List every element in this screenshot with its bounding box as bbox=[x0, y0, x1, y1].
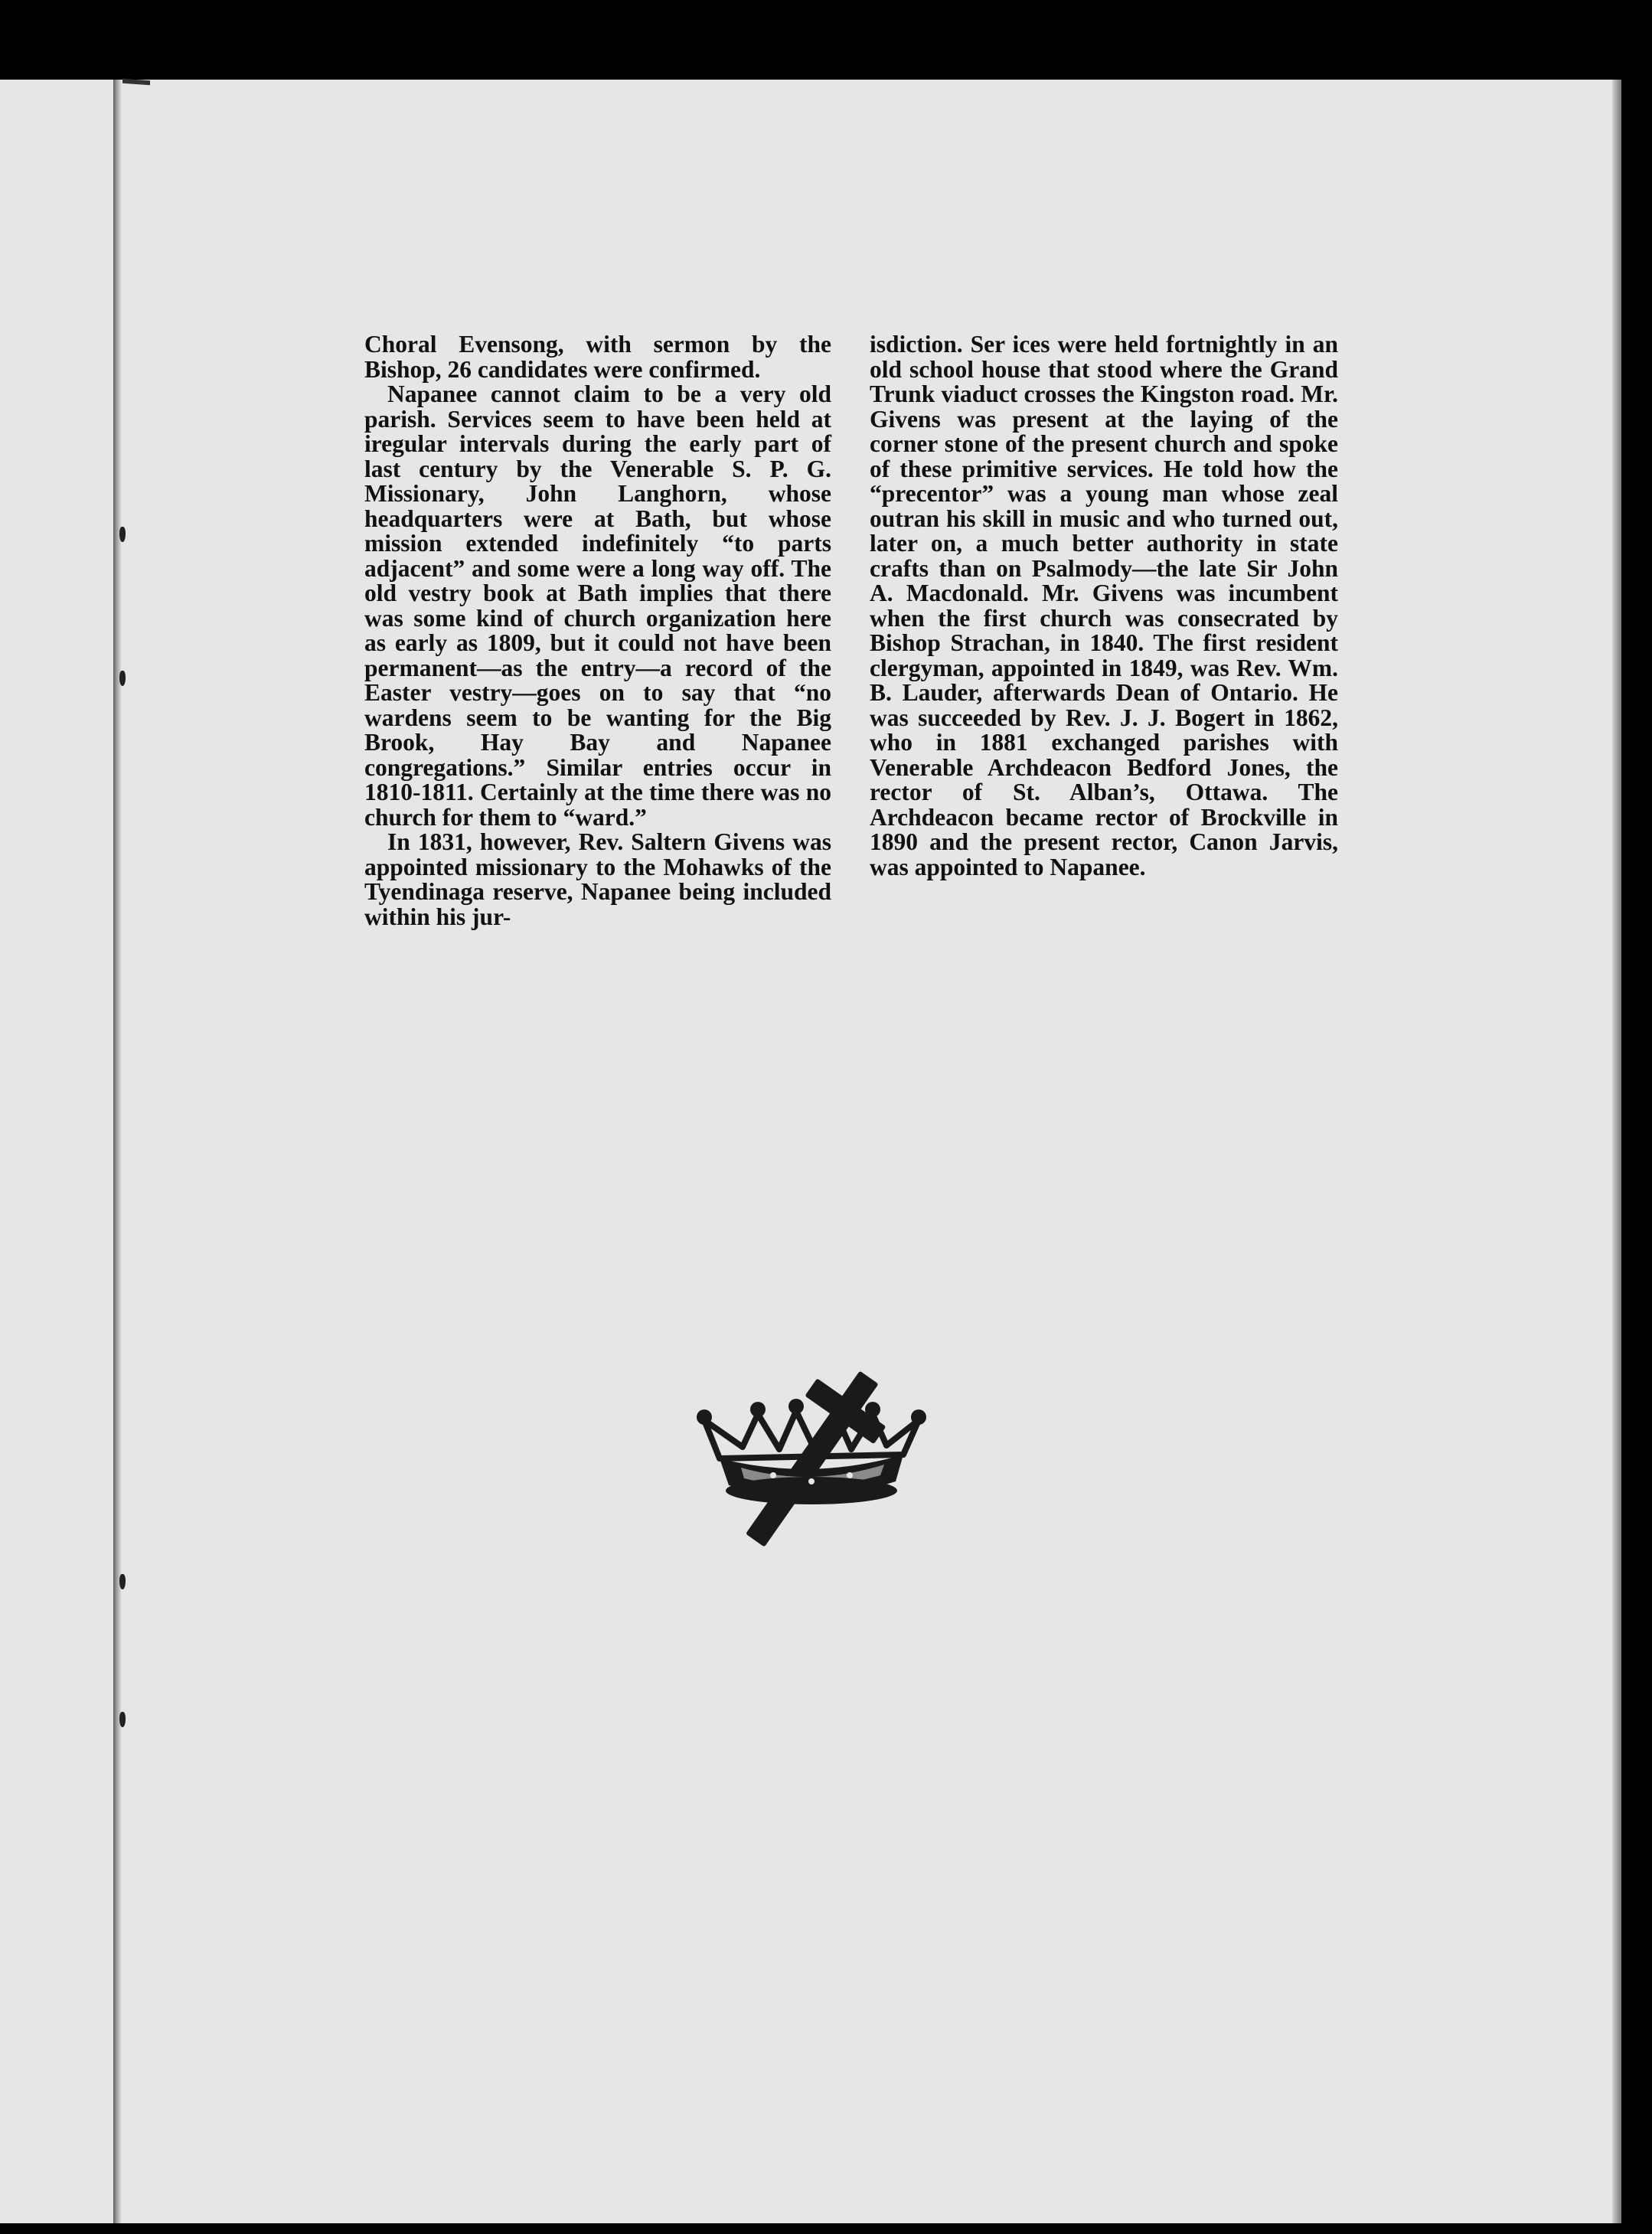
margin-mark bbox=[119, 527, 126, 542]
page-right-edge bbox=[1612, 80, 1621, 2223]
text-column-left bbox=[364, 332, 831, 929]
paragraph: isdiction. Ser ices were held fortnightly in an old school house that stood where the Grand Trunk viaduct crosses the Kingston road. Mr. Givens was present at the laying of the corner stone of the present church and spoke of these primitive services. He told how the “precentor” was a young man whose zeal outran his skill in music and who turned out, later on, a much better authority in state crafts than on Psalmody—the late Sir John A. Macdonald. Mr. Givens was incumbent when the first church was consecrated by Bishop Strachan, in 1840. The first resident clergyman, appointed in 1849, was Rev. Wm. B. Lauder, afterwards Dean of Ontario. He was succeeded by Rev. J. J. Bogert in 1862, who in 1881 exchanged parishes with Venerable Archdeacon Bedford Jones, the rector of St. Alban’s, Ottawa. The Archdeacon became rector of Brockville in 1890 and the present rector, Canon Jarvis, was appointed to Napanee. bbox=[870, 331, 1338, 880]
margin-mark bbox=[119, 671, 126, 686]
page-corner-mark bbox=[122, 79, 150, 101]
margin-mark bbox=[119, 1712, 126, 1727]
margin-mark bbox=[119, 1574, 126, 1589]
paragraph: Napanee cannot claim to be a very old parish. Services seem to have been held at iregular intervals during the early part of last century by the Venerable S. P. G. Missionary, John Langhorn, whose headquarters were at Bath, but whose mission extended indefinitely “to parts adjacent” and some were a long way off. The old vestry book at Bath implies that there was some kind of church organization here as early as 1809, but it could not have been permanent—as the entry—a record of the Easter vestry—goes on to say that “no wardens seem to be wanting for the Big Brook, Hay Bay and Napanee congregations.” Similar entries occur in 1810-1811. Certainly at the time there was no church for them to “ward.” bbox=[364, 380, 831, 831]
paragraph: Choral Evensong, with sermon by the Bishop, 26 candidates were confirmed. bbox=[364, 331, 831, 383]
text-column-right bbox=[870, 332, 1338, 880]
crown-and-cross-icon bbox=[689, 1367, 934, 1550]
paragraph: In 1831, however, Rev. Saltern Givens was appointed missionary to the Mohawks of the Tyendinaga reserve, Napanee being included within his jur- bbox=[364, 828, 831, 930]
page-gutter bbox=[113, 80, 121, 2223]
